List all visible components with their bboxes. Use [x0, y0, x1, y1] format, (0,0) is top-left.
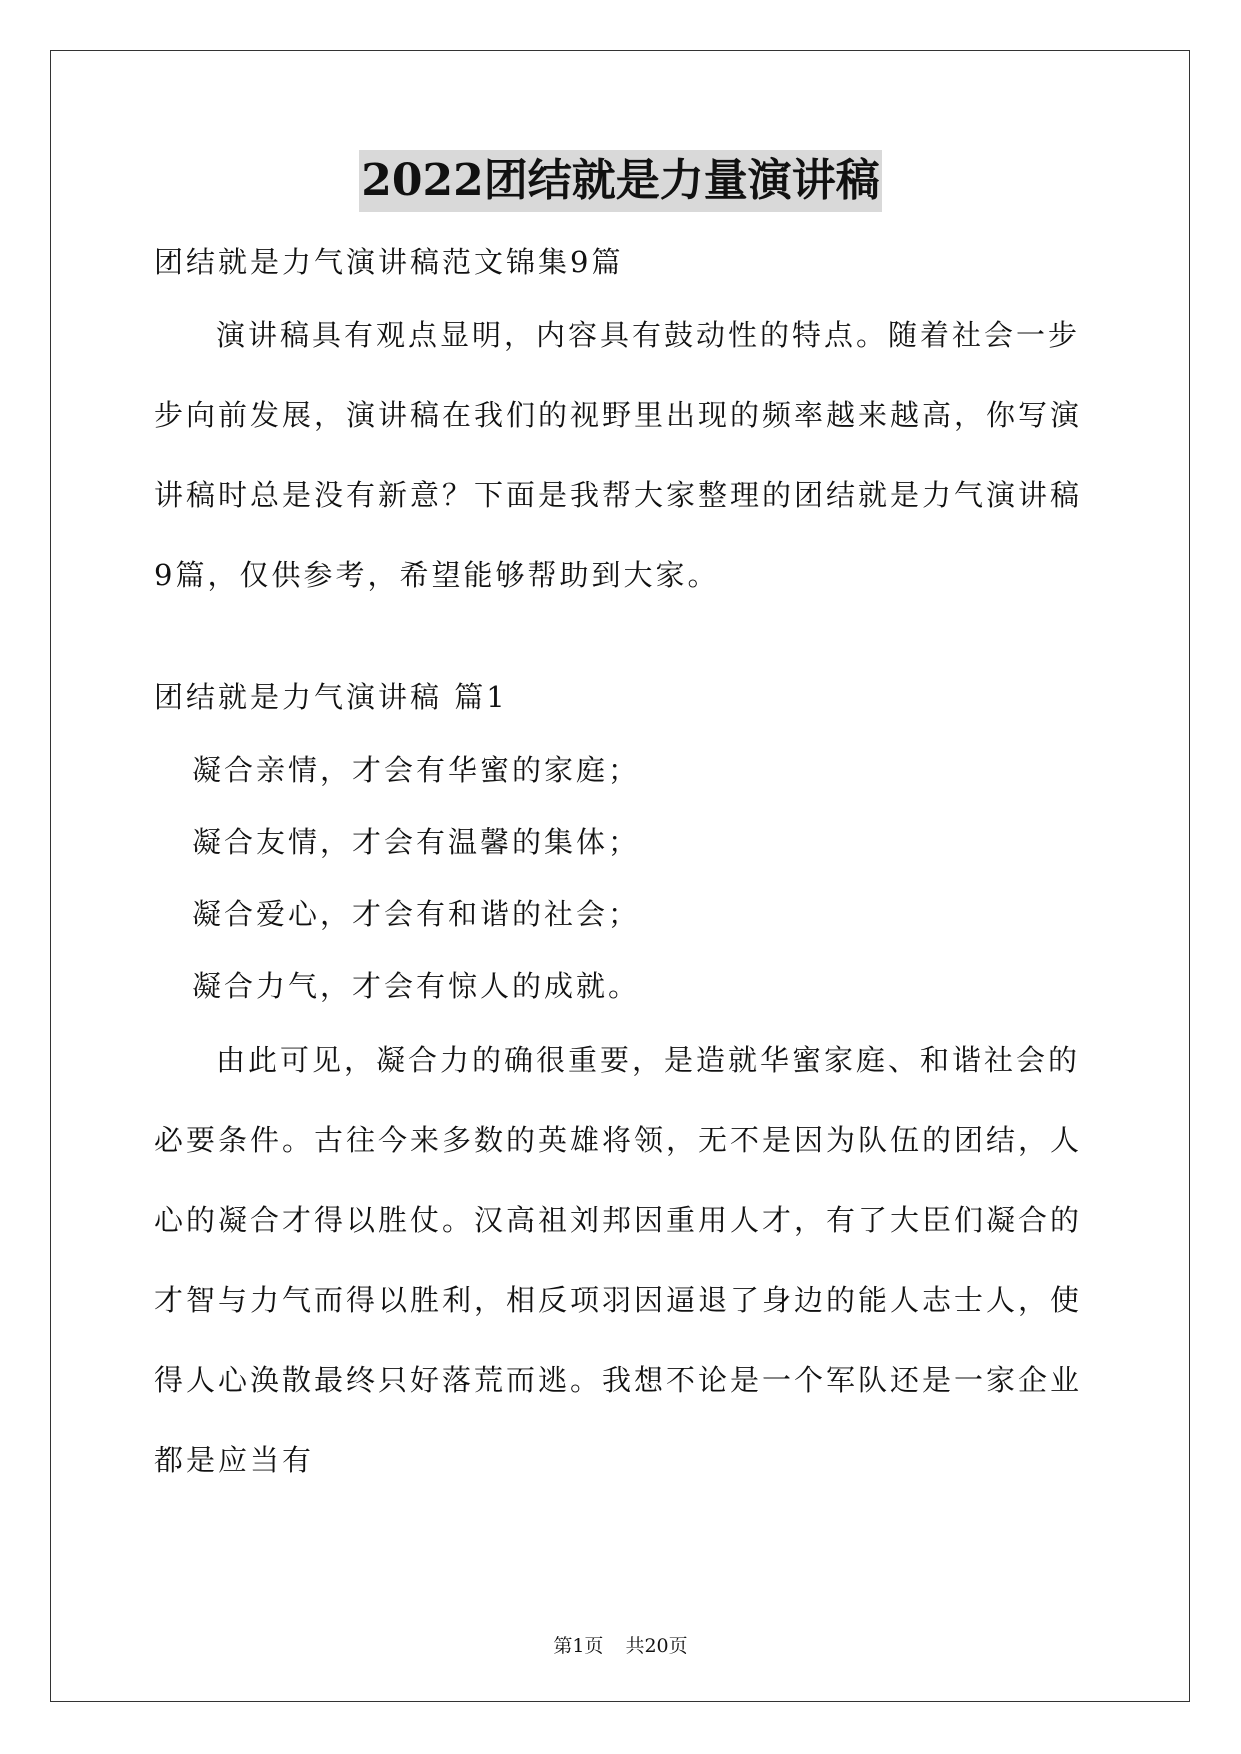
verse-line-3: 凝合爱心，才会有和谐的社会；	[192, 897, 641, 931]
document-title: 2022团结就是力量演讲稿	[359, 150, 881, 212]
verse-line-1: 凝合亲情，才会有华蜜的家庭；	[192, 753, 641, 787]
page-footer	[0, 1631, 1241, 1658]
intro-paragraph: 演讲稿具有观点显明，内容具有鼓动性的特点。随着社会一步步向前发展，演讲稿在我们的视野里出现的频率越来越高，你写演讲稿时总是没有新意？下面是我帮大家整理的团结就是力气演讲稿9篇，仅供参考，希望能够帮助到大家。	[154, 318, 1083, 592]
page-total: 共20页	[625, 1635, 688, 1657]
section-heading: 团结就是力气演讲稿 篇1	[154, 680, 508, 714]
document-subtitle: 团结就是力气演讲稿范文锦集9篇	[154, 245, 624, 279]
page-number: 第1页	[553, 1635, 604, 1657]
title-block	[0, 150, 1241, 212]
verse-line-4: 凝合力气，才会有惊人的成就。	[192, 969, 641, 1003]
verse-line-2: 凝合友情，才会有温馨的集体；	[192, 825, 641, 859]
body-paragraph: 由此可见，凝合力的确很重要，是造就华蜜家庭、和谐社会的必要条件。古往今来多数的英雄将领，无不是因为队伍的团结，人心的凝合才得以胜仗。汉高祖刘邦因重用人才，有了大臣们凝合的才智与力气而得以胜利，相反项羽因逼退了身边的能人志士人，使得人心涣散最终只好落荒而逃。我想不论是一个军队还是一家企业都是应当有	[154, 1043, 1083, 1477]
